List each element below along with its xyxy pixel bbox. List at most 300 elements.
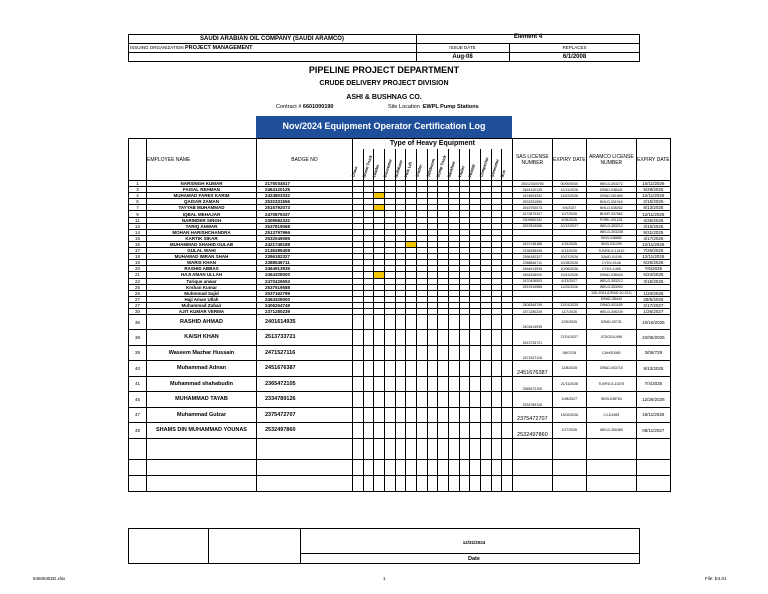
equipment-cell xyxy=(353,407,364,423)
aramco-license: CYDX-1456 xyxy=(586,266,636,272)
replaces-date: 6/1/2008 xyxy=(562,54,587,60)
blank-cell xyxy=(395,438,406,459)
sas-license: 2406264749 xyxy=(512,302,552,308)
badge-number: 2396182327 xyxy=(257,254,353,260)
employee-name: FAISAL REHMAN xyxy=(147,187,257,193)
issuing-org-value: PROJECT MANAGEMENT xyxy=(184,45,253,51)
equipment-label: Loader xyxy=(371,163,381,178)
employee-name: NARINDER SINGH xyxy=(147,217,257,223)
equipment-cell xyxy=(491,376,502,392)
sas-license: 2424803332 xyxy=(512,193,552,199)
equipment-cell xyxy=(491,330,502,346)
blank-row xyxy=(129,438,671,459)
equipment-cell xyxy=(438,376,449,392)
aramco-license: DRAD-038443 xyxy=(586,272,636,278)
employee-name: WARIS KHAN xyxy=(147,260,257,266)
sas-license: 2464913935 xyxy=(512,266,552,272)
row-number: 48 xyxy=(129,423,147,439)
aramco-license: TUVRD-6-12410 xyxy=(586,248,636,254)
table-row xyxy=(129,376,671,392)
equipment-cell xyxy=(363,330,374,346)
badge-number: 2537819068 xyxy=(257,223,353,229)
blank-cell xyxy=(552,459,586,475)
expiry-date-2: 5/24/2025 xyxy=(636,272,670,278)
blank-cell xyxy=(586,438,636,459)
expiry-date-1: 6/13/2026 xyxy=(552,248,586,254)
equipment-cell xyxy=(353,392,364,408)
equipment-cell xyxy=(502,361,513,377)
badge-number: 2388546711 xyxy=(257,260,353,266)
equipment-cell xyxy=(374,330,385,346)
employee-name: MUHAMAD IMRAN SHAH xyxy=(147,254,257,260)
equipment-cell xyxy=(480,315,491,330)
expiry-date-2: 12/11/2026 xyxy=(636,211,670,217)
equipment-cell xyxy=(438,315,449,330)
equipment-cell xyxy=(480,345,491,361)
employee-name: Muhammad Zubair xyxy=(147,302,257,308)
badge-number: 2309582332 xyxy=(257,217,353,223)
expiry-date-2: 1/20/2026 xyxy=(636,290,670,296)
equipment-cell xyxy=(384,315,395,330)
aramco-license: WELD-306239 xyxy=(586,308,636,314)
table-row xyxy=(129,407,671,423)
equipment-group-header: Type of Heavy Equipment xyxy=(353,139,513,149)
employee-name: RASHID ABBAS xyxy=(147,266,257,272)
expiry-date-2: 3/15/2025 xyxy=(636,278,670,284)
blank-cell xyxy=(374,438,385,459)
expiry-date-1: 9/4/2027 xyxy=(552,205,586,211)
equipment-cell xyxy=(416,315,427,330)
equipment-cell xyxy=(416,423,427,439)
sas-license: 2334789126 xyxy=(512,392,552,408)
contract-label: Contract # xyxy=(276,104,302,110)
department-title: PIPELINE PROJECT DEPARTMENT xyxy=(308,65,460,75)
equipment-cell xyxy=(406,392,417,408)
aramco-license: WELD-353212 xyxy=(586,278,636,284)
sas-license: 2421748188 xyxy=(512,241,552,247)
expiry-date-1: 2/09/2026 xyxy=(552,315,586,330)
equipment-cell xyxy=(406,361,417,377)
equipment-cell xyxy=(406,330,417,346)
sas-license: 2371280239 xyxy=(512,308,552,314)
blank-cell xyxy=(395,459,406,475)
equipment-cell xyxy=(416,407,427,423)
file-name-left: 84506452D.xlsx xyxy=(33,576,66,581)
blank-cell xyxy=(406,475,417,491)
table-row xyxy=(129,423,671,439)
employee-name: KARTIK SIKAR xyxy=(147,235,257,241)
blank-cell xyxy=(586,459,636,475)
aramco-license: FORK-031231 xyxy=(586,217,636,223)
badge-number: 2471527116 xyxy=(257,345,353,361)
blank-cell xyxy=(491,438,502,459)
expiry-date-header-1: EXPIRY DATE xyxy=(552,139,586,181)
row-number: 36 xyxy=(129,315,147,330)
expiry-date-2: 08/11/2027 xyxy=(636,423,670,439)
equipment-cell xyxy=(363,376,374,392)
expiry-date-2: 9/31/2025 xyxy=(636,229,670,235)
blank-cell xyxy=(363,438,374,459)
equipment-cell xyxy=(470,407,481,423)
expiry-date-1: 1/27/2026 xyxy=(552,423,586,439)
equipment-cell xyxy=(363,315,374,330)
row-number: 7 xyxy=(129,205,147,211)
expiry-date-1: 00/00/0000 xyxy=(552,181,586,187)
expiry-date-2: 2/17/2027 xyxy=(636,302,670,308)
expiry-date-2: 12/11/2026 xyxy=(636,193,670,199)
equipment-cell xyxy=(406,407,417,423)
blank-cell xyxy=(491,459,502,475)
employee-name: Krshan Kumar xyxy=(147,284,257,290)
equipment-cell xyxy=(363,392,374,408)
blank-cell xyxy=(552,438,586,459)
row-number: 3 xyxy=(129,187,147,193)
site-label: Site Location : xyxy=(388,104,423,110)
expiry-date-2: 1/26/2027 xyxy=(636,308,670,314)
aramco-license: TUVRD-6-10276 xyxy=(586,376,636,392)
sas-license: 2532331556 xyxy=(512,199,552,205)
expiry-date-2: 5/29/2025 xyxy=(636,187,670,193)
employee-name: TAYYAB MUHAMMAD xyxy=(147,205,257,211)
aramco-license: 13K-2024 (DRAD-10-021) xyxy=(586,290,636,296)
badge-number: 2136285408 xyxy=(257,248,353,254)
expiry-date-1: 21/11/2028 xyxy=(552,376,586,392)
equipment-cell xyxy=(491,407,502,423)
equipment-cell xyxy=(480,376,491,392)
equipment-cell xyxy=(470,361,481,377)
blank-cell xyxy=(470,459,481,475)
equipment-label: Sideboom xyxy=(424,158,436,178)
equipment-cell xyxy=(427,407,438,423)
equipment-cell xyxy=(459,407,470,423)
equipment-cell xyxy=(438,330,449,346)
row-number: 18 xyxy=(129,254,147,260)
aramco-license: BHLO-331916 xyxy=(586,199,636,205)
expiry-date-1: 12/01/2025 xyxy=(552,302,586,308)
blank-cell xyxy=(257,475,353,491)
expiry-date-2: 12/11/2026 xyxy=(636,254,670,260)
equipment-cell xyxy=(470,423,481,439)
blank-cell xyxy=(470,475,481,491)
blank-cell xyxy=(552,475,586,491)
employee-name: MOHAN HARISHCHANDRA xyxy=(147,229,257,235)
equipment-label: Forklift xyxy=(467,163,477,178)
sas-license: 2470426553 xyxy=(512,278,552,284)
aramco-license: WELD-303272 xyxy=(586,181,636,187)
equipment-cell xyxy=(374,392,385,408)
row-number: 22 xyxy=(129,278,147,284)
aramco-license: SKID-031299 xyxy=(586,241,636,247)
equipment-cell xyxy=(374,376,385,392)
blank-cell xyxy=(459,475,470,491)
expiry-date-1: 11/02/2026 xyxy=(552,193,586,199)
blank-cell xyxy=(448,438,459,459)
equipment-cell xyxy=(480,330,491,346)
badge-number: 2375472707 xyxy=(257,407,353,423)
employee-name: MUHAMMAD TAYAB xyxy=(147,392,257,408)
equipment-cell xyxy=(502,392,513,408)
employee-name: IQBAL MEHAJAR xyxy=(147,211,257,217)
equipment-cell xyxy=(416,376,427,392)
equipment-cell xyxy=(406,345,417,361)
equipment-cell xyxy=(459,315,470,330)
badge-number: 2371280239 xyxy=(257,308,353,314)
equipment-cell xyxy=(374,423,385,439)
expiry-date-2: 19/11/2026 xyxy=(636,407,670,423)
equipment-cell xyxy=(502,330,513,346)
aramco-license: DRAD-061869 xyxy=(586,193,636,199)
equipment-cell xyxy=(395,315,406,330)
blank-cell xyxy=(374,459,385,475)
blank-cell xyxy=(384,475,395,491)
equipment-cell xyxy=(491,392,502,408)
equipment-cell xyxy=(448,376,459,392)
badge-number: 2537619588 xyxy=(257,284,353,290)
equipment-cell xyxy=(395,407,406,423)
equipment-cell xyxy=(480,392,491,408)
equipment-cell xyxy=(470,392,481,408)
equipment-cell xyxy=(459,423,470,439)
blank-cell xyxy=(480,459,491,475)
aramco-license: BHLO-035262 xyxy=(586,205,636,211)
row-number: 26 xyxy=(129,290,147,296)
expiry-date-2: 6/25/2026 xyxy=(636,260,670,266)
blank-cell xyxy=(502,475,513,491)
division-title: CRUDE DELIVERY PROJECT DIVISION xyxy=(319,80,449,87)
badge-number: 2464913935 xyxy=(257,266,353,272)
equipment-cell xyxy=(416,392,427,408)
equipment-cell xyxy=(459,392,470,408)
expiry-date-1: 8/28/2026 xyxy=(552,217,586,223)
blank-cell xyxy=(448,459,459,475)
blank-cell xyxy=(257,438,353,459)
equipment-label: Bus xyxy=(499,169,507,178)
blank-cell xyxy=(129,438,147,459)
row-number: 40 xyxy=(129,361,147,377)
row-number: 19 xyxy=(129,260,147,266)
blank-cell xyxy=(406,438,417,459)
equipment-cell xyxy=(406,315,417,330)
equipment-label: Dump Truck xyxy=(435,154,448,178)
equipment-cell xyxy=(395,345,406,361)
equipment-cell xyxy=(427,315,438,330)
blank-cell xyxy=(384,438,395,459)
blank-cell xyxy=(491,475,502,491)
employee-name: AJIT KUMAR VERMA xyxy=(147,308,257,314)
employee-name: Tarique anwar xyxy=(147,278,257,284)
equipment-cell xyxy=(480,423,491,439)
expiry-date-1: 10/11/2026 xyxy=(552,272,586,278)
issue-date: Aug-08 xyxy=(452,54,473,60)
employee-name: NARSINGH KUMAR xyxy=(147,181,257,187)
employee-name: Waseem Mazhar Hussain xyxy=(147,345,257,361)
expiry-date-2: 29/5/2025 xyxy=(636,296,670,302)
equipment-cell xyxy=(502,407,513,423)
sas-license: 2464120125 xyxy=(512,187,552,193)
badge-no-header: BADGE NO xyxy=(257,139,353,181)
row-number: 20 xyxy=(129,266,147,272)
blank-cell xyxy=(147,475,257,491)
equipment-cell xyxy=(427,361,438,377)
equipment-cell xyxy=(384,392,395,408)
employee-name: KAISH KHAN xyxy=(147,330,257,346)
equipment-label: Boom Truck xyxy=(360,154,373,178)
expiry-date-1: 1/31/2026 xyxy=(552,241,586,247)
sas-license: 2396182327 xyxy=(512,254,552,260)
sas-license: 2451676387 xyxy=(512,361,552,377)
row-number: 1 xyxy=(129,181,147,187)
date-label: Date xyxy=(468,556,480,562)
equipment-cell xyxy=(448,330,459,346)
blank-cell xyxy=(427,438,438,459)
badge-number: 2365472105 xyxy=(257,376,353,392)
badge-number: 2424803332 xyxy=(257,193,353,199)
blank-cell xyxy=(502,438,513,459)
expiry-date-2: 2/15/2026 xyxy=(636,199,670,205)
equipment-cell xyxy=(416,361,427,377)
employee-name: RASHID AHMAD xyxy=(147,315,257,330)
blank-cell xyxy=(512,459,552,475)
sas-license: 2464328000 xyxy=(512,272,552,278)
blank-cell xyxy=(416,475,427,491)
expiry-date-2: 10/11/2026 xyxy=(636,181,670,187)
equipment-cell xyxy=(374,407,385,423)
blank-cell xyxy=(636,475,670,491)
blank-cell xyxy=(427,475,438,491)
expiry-date-2: 12/11/2026 xyxy=(636,241,670,247)
equipment-label: Grader xyxy=(414,163,423,178)
blank-cell xyxy=(129,475,147,491)
equipment-cell xyxy=(459,330,470,346)
blank-row xyxy=(129,475,671,491)
aramco-license: WELD-303238 xyxy=(586,229,636,235)
row-number-header xyxy=(129,139,147,181)
row-number: 17 xyxy=(129,248,147,254)
employee-name: Haji Aman Ullah xyxy=(147,296,257,302)
equipment-cell xyxy=(470,345,481,361)
blank-cell xyxy=(363,459,374,475)
aramco-license: DRAD-001165 xyxy=(586,302,636,308)
row-number: 38 xyxy=(129,330,147,346)
equipment-cell xyxy=(448,345,459,361)
employee-name: TARIQ ANWAR xyxy=(147,223,257,229)
equipment-cell xyxy=(438,392,449,408)
equipment-label: Backhoe xyxy=(446,160,457,178)
equipment-cell xyxy=(491,315,502,330)
log-title: Nov/2024 Equipment Operator Certification Log xyxy=(282,121,486,131)
badge-number: 2421748188 xyxy=(257,241,353,247)
blank-cell xyxy=(502,459,513,475)
aramco-license: DRAD-038441 xyxy=(586,187,636,193)
table-row xyxy=(129,315,671,330)
blank-cell xyxy=(586,475,636,491)
aramco-license: JCDO/24-998 xyxy=(586,330,636,346)
aramco-license: CJ-D1583 xyxy=(586,407,636,423)
equipment-cell xyxy=(470,330,481,346)
row-number: 39 xyxy=(129,345,147,361)
blank-cell xyxy=(257,459,353,475)
sas-license: 2470879337 xyxy=(512,211,552,217)
sas-license: 2631234/4765 xyxy=(512,181,552,187)
employee-name: Muhammad Adnan xyxy=(147,361,257,377)
expiry-date-1: 10/7/2026 xyxy=(552,211,586,217)
blank-cell xyxy=(353,475,364,491)
equipment-cell xyxy=(353,345,364,361)
sas-license: 2513733721 xyxy=(512,330,552,346)
expiry-date-header-2: EXPIRY DATE xyxy=(636,139,670,181)
equipment-cell xyxy=(448,361,459,377)
expiry-date-1: 13/02/2026 xyxy=(552,407,586,423)
expiry-date-2: 8/13/2025 xyxy=(636,205,670,211)
blank-cell xyxy=(459,438,470,459)
badge-number: 2175034517 xyxy=(257,181,353,187)
expiry-date-1: 11/20/2026 xyxy=(552,284,586,290)
blank-cell xyxy=(636,438,670,459)
equipment-cell xyxy=(384,345,395,361)
sas-license: 2309582332 xyxy=(512,217,552,223)
equipment-label: Generator xyxy=(488,158,500,178)
row-number: 27 xyxy=(129,296,147,302)
blank-cell xyxy=(416,438,427,459)
aramco-license-header: ARAMCO LICENSE NUMBER xyxy=(586,139,636,181)
blank-cell xyxy=(395,475,406,491)
badge-number: 2401614935 xyxy=(257,315,353,330)
aramco-license: WELD-306389 xyxy=(586,423,636,439)
employee-name: Muhmmad Sajid xyxy=(147,290,257,296)
equipment-cell xyxy=(459,376,470,392)
row-number: 41 xyxy=(129,376,147,392)
aramco-license: CYDX-0146 xyxy=(586,260,636,266)
expiry-date-2: 12/29/2026 xyxy=(636,392,670,408)
equipment-cell xyxy=(448,423,459,439)
equipment-cell xyxy=(395,376,406,392)
file-name-right: File: E4.01 xyxy=(705,576,727,581)
expiry-date-2: 22/05/2025 xyxy=(636,330,670,346)
element-number: Element 4 xyxy=(513,34,543,40)
expiry-date-1: 6/13/2027 xyxy=(552,278,586,284)
badge-number: 2464120125 xyxy=(257,187,353,193)
expiry-date-2: 7/26/2025 xyxy=(636,248,670,254)
company-name: SAUDI ARABIAN OIL COMPANY (SAUDI ARAMCO) xyxy=(200,36,344,42)
row-number: 4 xyxy=(129,193,147,199)
badge-number: 2513733721 xyxy=(257,330,353,346)
expiry-date-1: 27/01/2027 xyxy=(552,330,586,346)
blank-cell xyxy=(129,459,147,475)
expiry-date-2: 4/17/2026 xyxy=(636,235,670,241)
equipment-cell xyxy=(374,345,385,361)
equipment-cell xyxy=(502,345,513,361)
blank-cell xyxy=(353,459,364,475)
aramco-license: WELD-353092 xyxy=(586,284,636,290)
blank-cell xyxy=(470,438,481,459)
expiry-date-1: 11/11/2026 xyxy=(552,187,586,193)
sas-license: 2537619588 xyxy=(512,284,552,290)
badge-number: 2464328000 xyxy=(257,272,353,278)
blank-cell xyxy=(448,475,459,491)
badge-number: 2470426553 xyxy=(257,278,353,284)
equipment-cell xyxy=(427,392,438,408)
row-number: 16 xyxy=(129,241,147,247)
blank-cell xyxy=(427,459,438,475)
sas-license-header: SAS LICENSE NUMBER xyxy=(512,139,552,181)
equipment-label: Crane xyxy=(350,165,359,178)
sas-license: 2515792073 xyxy=(512,205,552,211)
expiry-date-2: 3/15/2026 xyxy=(636,223,670,229)
blank-cell xyxy=(363,475,374,491)
equipment-cell xyxy=(363,345,374,361)
row-number: 47 xyxy=(129,407,147,423)
page-number: 1 xyxy=(383,576,386,581)
